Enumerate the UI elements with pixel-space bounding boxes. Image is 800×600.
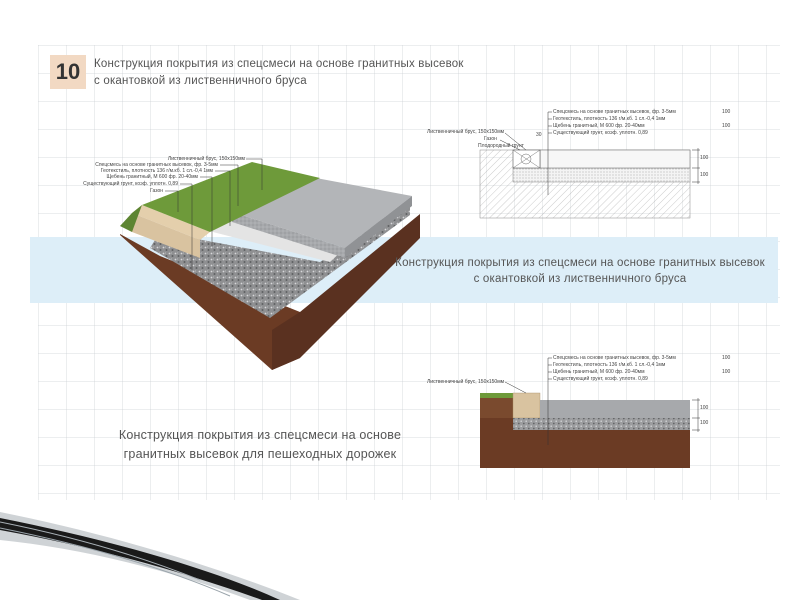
- bottom-layer-3: Щебень гранитный, М 600 фр. 20-40мм: [553, 369, 645, 375]
- top-layer-3: Щебень гранитный, М 600 фр. 20-40мм: [553, 123, 645, 129]
- iso-label-geotextile: Геотекстиль, плотность 136 г/м.кб. 1 сл.-0,4 1мм: [100, 168, 213, 174]
- bottom-layer-1: Спецсмесь на основе гранитных высевок, фр. 3-5мм: [553, 355, 676, 361]
- top-dim-100-b: 100: [700, 172, 709, 178]
- bottom-section-gravel: [513, 418, 690, 430]
- iso-label-screening: Спецсмесь на основе гранитных высевок, фр. 3-5мм: [95, 162, 218, 168]
- bottom-layer-2: Геотекстиль, плотность 136 г/м.кб. 1 сл.-0,4 1мм: [553, 362, 666, 368]
- top-left-label-topsoil: Плодородный грунт: [478, 143, 524, 149]
- bottom-title-line1: Конструкция покрытия из спецсмеси на основе: [118, 428, 402, 442]
- top-left-label-timber: Лиственничный брус, 150х150мм: [427, 129, 505, 135]
- bottom-section-grass: [480, 393, 513, 398]
- top-layer-2: Геотекстиль, плотность 136 г/м.кб. 1 сл.-0,4 1мм: [553, 116, 666, 122]
- iso-label-soil: Существующий грунт, коэф. уплотн. 0,89: [83, 181, 178, 187]
- top-thickness-1: 100: [722, 109, 731, 115]
- top-dim-30: 30: [536, 132, 542, 138]
- bottom-thickness-2: 100: [722, 369, 731, 375]
- bottom-left-label-timber: Лиственничный брус, 150х150мм: [427, 379, 505, 385]
- slide-title-line1: Конструкция покрытия из спецсмеси на основе гранитных высевок: [94, 58, 464, 70]
- slide-title-line2: с окантовкой из лиственничного бруса: [94, 75, 307, 87]
- bottom-dim-100-a: 100: [700, 405, 709, 411]
- band-title-line2: с окантовкой из лиственничного бруса: [473, 273, 687, 285]
- iso-label-gravel: Щебень гранитный, М 600 фр. 20-40мм: [106, 174, 198, 180]
- bottom-title-line2: гранитных высевок для пешеходных дорожек: [123, 447, 397, 461]
- bottom-section-topsoil: [480, 398, 513, 418]
- slide-number-badge: 10: [50, 55, 86, 89]
- top-thickness-2: 100: [722, 123, 731, 129]
- top-dim-100-a: 100: [700, 155, 709, 161]
- bottom-section-screening: [540, 400, 690, 418]
- bottom-dim-100-b: 100: [700, 420, 709, 426]
- band-title-line1: Конструкция покрытия из спецсмеси на основе гранитных высевок: [395, 257, 765, 269]
- bottom-thickness-1: 100: [722, 355, 731, 361]
- top-left-label-grass: Газон: [484, 136, 497, 142]
- iso-label-timber: Лиственничный брус, 150х150мм: [167, 156, 245, 162]
- bottom-layer-4: Существующий грунт, коэф. уплотн. 0,89: [553, 376, 648, 382]
- bottom-title: [100, 426, 420, 464]
- top-layer-1: Спецсмесь на основе гранитных высевок, фр. 3-5мм: [553, 109, 676, 115]
- top-layer-4: Существующий грунт, коэф. уплотн. 0,89: [553, 130, 648, 136]
- bottom-section-timber: [513, 393, 540, 418]
- iso-label-grass: Газон: [150, 188, 163, 194]
